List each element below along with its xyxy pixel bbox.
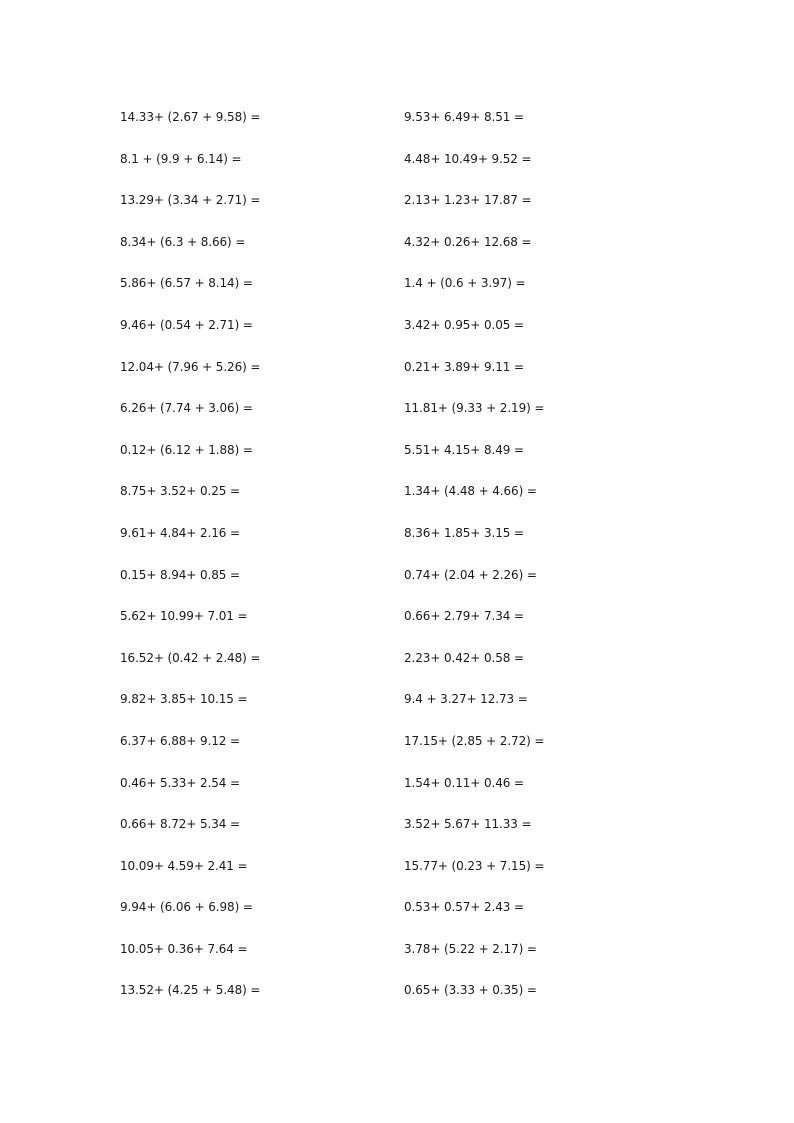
problem-right: 3.52+ 5.67+ 11.33 = (404, 817, 532, 832)
problem-left: 13.52+ (4.25 + 5.48) = (120, 983, 261, 998)
problem-right: 11.81+ (9.33 + 2.19) = (404, 401, 545, 416)
problem-row (120, 481, 680, 523)
problem-row (120, 440, 680, 482)
problem-right: 1.54+ 0.11+ 0.46 = (404, 775, 524, 790)
problem-row (120, 689, 680, 731)
problem-row (120, 523, 680, 565)
problem-left: 8.1 + (9.9 + 6.14) = (120, 151, 242, 166)
problem-left: 8.34+ (6.3 + 8.66) = (120, 234, 246, 249)
problem-left: 6.37+ 6.88+ 9.12 = (120, 733, 240, 748)
problem-row (120, 814, 680, 856)
problem-row (120, 273, 680, 315)
problem-left: 0.15+ 8.94+ 0.85 = (120, 567, 240, 582)
problem-row (120, 856, 680, 898)
problem-right: 9.4 + 3.27+ 12.73 = (404, 692, 528, 707)
problem-row (120, 731, 680, 773)
problem-left: 13.29+ (3.34 + 2.71) = (120, 193, 261, 208)
problem-right: 4.48+ 10.49+ 9.52 = (404, 151, 532, 166)
problem-right: 0.21+ 3.89+ 9.11 = (404, 359, 524, 374)
problem-right: 1.4 + (0.6 + 3.97) = (404, 276, 526, 291)
problem-left: 0.66+ 8.72+ 5.34 = (120, 817, 240, 832)
problem-right: 0.53+ 0.57+ 2.43 = (404, 900, 524, 915)
problem-row (120, 773, 680, 815)
problem-left: 8.75+ 3.52+ 0.25 = (120, 484, 240, 499)
problem-row (120, 190, 680, 232)
problem-row (120, 980, 680, 1022)
problem-row (120, 565, 680, 607)
problem-left: 16.52+ (0.42 + 2.48) = (120, 650, 261, 665)
problem-right: 1.34+ (4.48 + 4.66) = (404, 484, 537, 499)
problem-row (120, 149, 680, 191)
problem-right: 4.32+ 0.26+ 12.68 = (404, 234, 532, 249)
problem-left: 12.04+ (7.96 + 5.26) = (120, 359, 261, 374)
problem-row (120, 897, 680, 939)
problem-right: 2.23+ 0.42+ 0.58 = (404, 650, 524, 665)
problem-right: 8.36+ 1.85+ 3.15 = (404, 525, 524, 540)
problem-right: 5.51+ 4.15+ 8.49 = (404, 442, 524, 457)
problem-left: 9.46+ (0.54 + 2.71) = (120, 317, 253, 332)
problem-row (120, 315, 680, 357)
problem-left: 9.61+ 4.84+ 2.16 = (120, 525, 240, 540)
problem-row (120, 939, 680, 981)
problem-right: 0.66+ 2.79+ 7.34 = (404, 609, 524, 624)
problem-row (120, 398, 680, 440)
problem-right: 17.15+ (2.85 + 2.72) = (404, 733, 545, 748)
problem-left: 10.09+ 4.59+ 2.41 = (120, 858, 248, 873)
problem-right: 3.42+ 0.95+ 0.05 = (404, 317, 524, 332)
problem-row (120, 107, 680, 149)
problem-row (120, 357, 680, 399)
problem-row (120, 648, 680, 690)
problem-left: 9.82+ 3.85+ 10.15 = (120, 692, 248, 707)
problem-left: 0.46+ 5.33+ 2.54 = (120, 775, 240, 790)
problem-left: 10.05+ 0.36+ 7.64 = (120, 941, 248, 956)
problem-right: 15.77+ (0.23 + 7.15) = (404, 858, 545, 873)
problem-left: 5.86+ (6.57 + 8.14) = (120, 276, 253, 291)
problem-right: 2.13+ 1.23+ 17.87 = (404, 193, 532, 208)
problem-left: 0.12+ (6.12 + 1.88) = (120, 442, 253, 457)
problem-left: 14.33+ (2.67 + 9.58) = (120, 110, 261, 124)
problem-right: 9.53+ 6.49+ 8.51 = (404, 110, 524, 124)
problem-right: 3.78+ (5.22 + 2.17) = (404, 941, 537, 956)
problem-left: 9.94+ (6.06 + 6.98) = (120, 900, 253, 915)
problem-row (120, 232, 680, 274)
problem-right: 0.74+ (2.04 + 2.26) = (404, 567, 537, 582)
problem-grid (120, 107, 680, 1022)
problem-left: 5.62+ 10.99+ 7.01 = (120, 609, 248, 624)
problem-row (120, 606, 680, 648)
problem-right: 0.65+ (3.33 + 0.35) = (404, 983, 537, 998)
problem-left: 6.26+ (7.74 + 3.06) = (120, 401, 253, 416)
